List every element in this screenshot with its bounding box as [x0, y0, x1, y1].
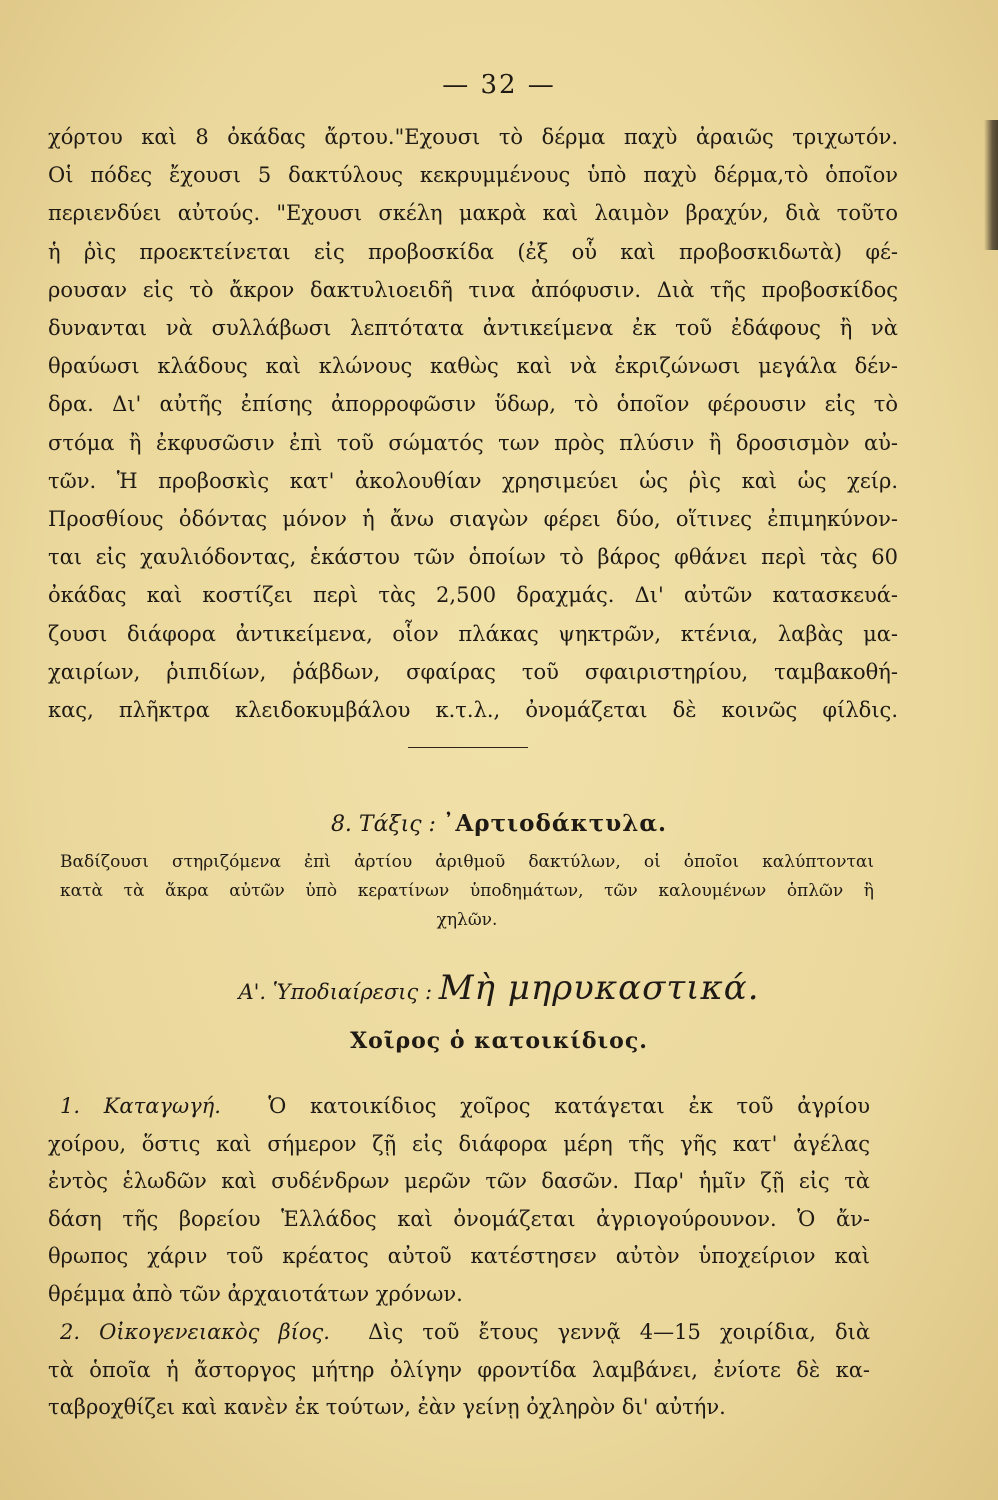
text-line: θραύωσι κλάδους καὶ κλώνους καθὼς καὶ νὰ ἐκριζώνωσι μεγάλα δέν-: [48, 354, 898, 379]
text-line: δρα. Δι' αὐτῆς ἐπίσης ἀπορροφῶσιν ὕδωρ, τὸ ὁποῖον φέρουσιν εἰς τὸ: [48, 392, 898, 417]
text-line: χηλῶν.: [436, 910, 498, 930]
text-line: κατὰ τὰ ἄκρα αὐτῶν ὑπὸ κερατίνων ὑποδημάτων, τῶν καλουμένων ὁπλῶν ἢ: [60, 881, 874, 901]
text-line: ἡ ῥὶς προεκτείνεται εἰς προβοσκίδα (ἐξ οὗ καὶ προβοσκιδωτὰ) φέ-: [48, 239, 898, 264]
text-line: Βαδίζουσι στηριζόμενα ἐπὶ ἀρτίου ἀριθμοῦ δακτύλων, οἱ ὁποῖοι καλύπτονται: [60, 852, 874, 872]
text-line: τῶν. Ἡ προβοσκὶς κατ' ἀκολουθίαν χρησιμεύει ὡς ῥὶς καὶ ὡς χείρ.: [48, 468, 898, 493]
section-line: Ὁ κατοικίδιος χοῖρος κατάγεται ἐκ τοῦ ἀγρίου: [268, 1094, 870, 1118]
order-label: 8. Τάξις :: [330, 812, 436, 837]
subdivision-heading: [0, 968, 998, 1008]
text-line: ται εἰς χαυλιόδοντας, ἑκάστου τῶν ὁποίων τὸ βάρος φθάνει περὶ τὰς 60: [48, 545, 898, 570]
animal-title: Χοῖρος ὁ κατοικίδιος.: [350, 1028, 648, 1054]
section-origin: [48, 1088, 870, 1313]
text-line: ρουσαν εἰς τὸ ἄκρον δακτυλιοειδῆ τινα ἀπόφυσιν. Διὰ τῆς προβοσκίδος: [48, 277, 898, 302]
text-line: ὀκάδας καὶ κοστίζει περὶ τὰς 2,500 δραχμάς. Δι' αὐτῶν κατασκευά-: [48, 583, 898, 608]
text-line: ταβροχθίζει καὶ κανὲν ἐκ τούτων, ἐὰν γείνῃ ὀχληρὸν δι' αὐτήν.: [48, 1395, 726, 1419]
text-line: χοίρου, ὅστις καὶ σήμερον ζῇ εἰς διάφορα μέρη τῆς γῆς κατ' ἀγέλας: [48, 1131, 870, 1156]
text-line: περιενδύει αὐτούς. "Εχουσι σκέλη μακρὰ καὶ λαιμὸν βραχύν, διὰ τοῦτο: [48, 201, 898, 226]
text-line: Προσθίους ὀδόντας μόνον ἡ ἄνω σιαγὼν φέρει δύο, οἵτινες ἐπιμηκύνον-: [48, 507, 898, 532]
section-label: 1. Καταγωγή.: [60, 1094, 221, 1118]
text-line: χαιρίων, ῥιπιδίων, ῥάβδων, σφαίρας τοῦ σφαιριστηρίου, ταμβακοθή-: [48, 659, 898, 684]
text-line: [48, 1088, 870, 1126]
text-line: κας, πλῆκτρα κλειδοκυμβάλου κ.τ.λ., ὀνομάζεται δὲ κοινῶς φίλδις.: [48, 698, 898, 723]
page-edge-shadow: [984, 120, 998, 250]
text-line: δάση τῆς βορείου Ἑλλάδος καὶ ὀνομάζεται ἀγριογούρουνον. Ὁ ἄν-: [48, 1206, 870, 1231]
section-family-life: [48, 1314, 870, 1427]
section-divider: [408, 747, 528, 748]
text-line: δυνανται νὰ συλλάβωσι λεπτότατα ἀντικείμενα ἐκ τοῦ ἐδάφους ἢ νὰ: [48, 316, 898, 341]
text-line: [48, 1314, 870, 1352]
subdivision-name: Μὴ μηρυκαστικά.: [438, 968, 760, 1008]
text-line: Οἱ πόδες ἔχουσι 5 δακτύλους κεκρυμμένους ὑπὸ παχὺ δέρμα,τὸ ὁποῖον: [48, 163, 898, 188]
text-line: τὰ ὁποῖα ἡ ἄστοργος μήτηρ ὀλίγην φροντίδα λαμβάνει, ἐνίοτε δὲ κα-: [48, 1357, 870, 1382]
text-line: χόρτου καὶ 8 ὀκάδας ἄρτου."Εχουσι τὸ δέρμα παχὺ ἀραιῶς τριχωτόν.: [48, 125, 898, 149]
order-description: [60, 848, 874, 935]
text-line: θρέμμα ἀπὸ τῶν ἀρχαιοτάτων χρόνων.: [48, 1281, 463, 1306]
text-line: ζουσι διάφορα ἀντικείμενα, οἷον πλάκας ψηκτρῶν, κτένια, λαβὰς μα-: [48, 621, 898, 646]
section-line: Δὶς τοῦ ἔτους γεννᾷ 4—15 χοιρίδια, διὰ: [368, 1320, 870, 1344]
subdivision-label: Α'. Ὑποδιαίρεσις :: [238, 980, 433, 1004]
section-label: 2. Οἰκογενειακὸς βίος.: [60, 1320, 330, 1344]
order-name: ᾿Αρτιοδάκτυλα.: [442, 810, 668, 837]
order-heading: [0, 810, 998, 837]
text-line: ἐντὸς ἑλωδῶν καὶ συδένδρων μερῶν τῶν δασῶν. Παρ' ἡμῖν ζῇ εἰς τὰ: [48, 1169, 870, 1193]
text-line: θρωπος χάριν τοῦ κρέατος αὐτοῦ κατέστησεν αὐτὸν ὑποχείριον καὶ: [48, 1244, 870, 1268]
page-number: — 32 —: [442, 70, 556, 100]
text-line: στόμα ἢ ἐκφυσῶσιν ἐπὶ τοῦ σώματός των πρὸς πλύσιν ἢ δροσισμὸν αὐ-: [48, 430, 898, 455]
top-paragraph: [48, 118, 898, 729]
